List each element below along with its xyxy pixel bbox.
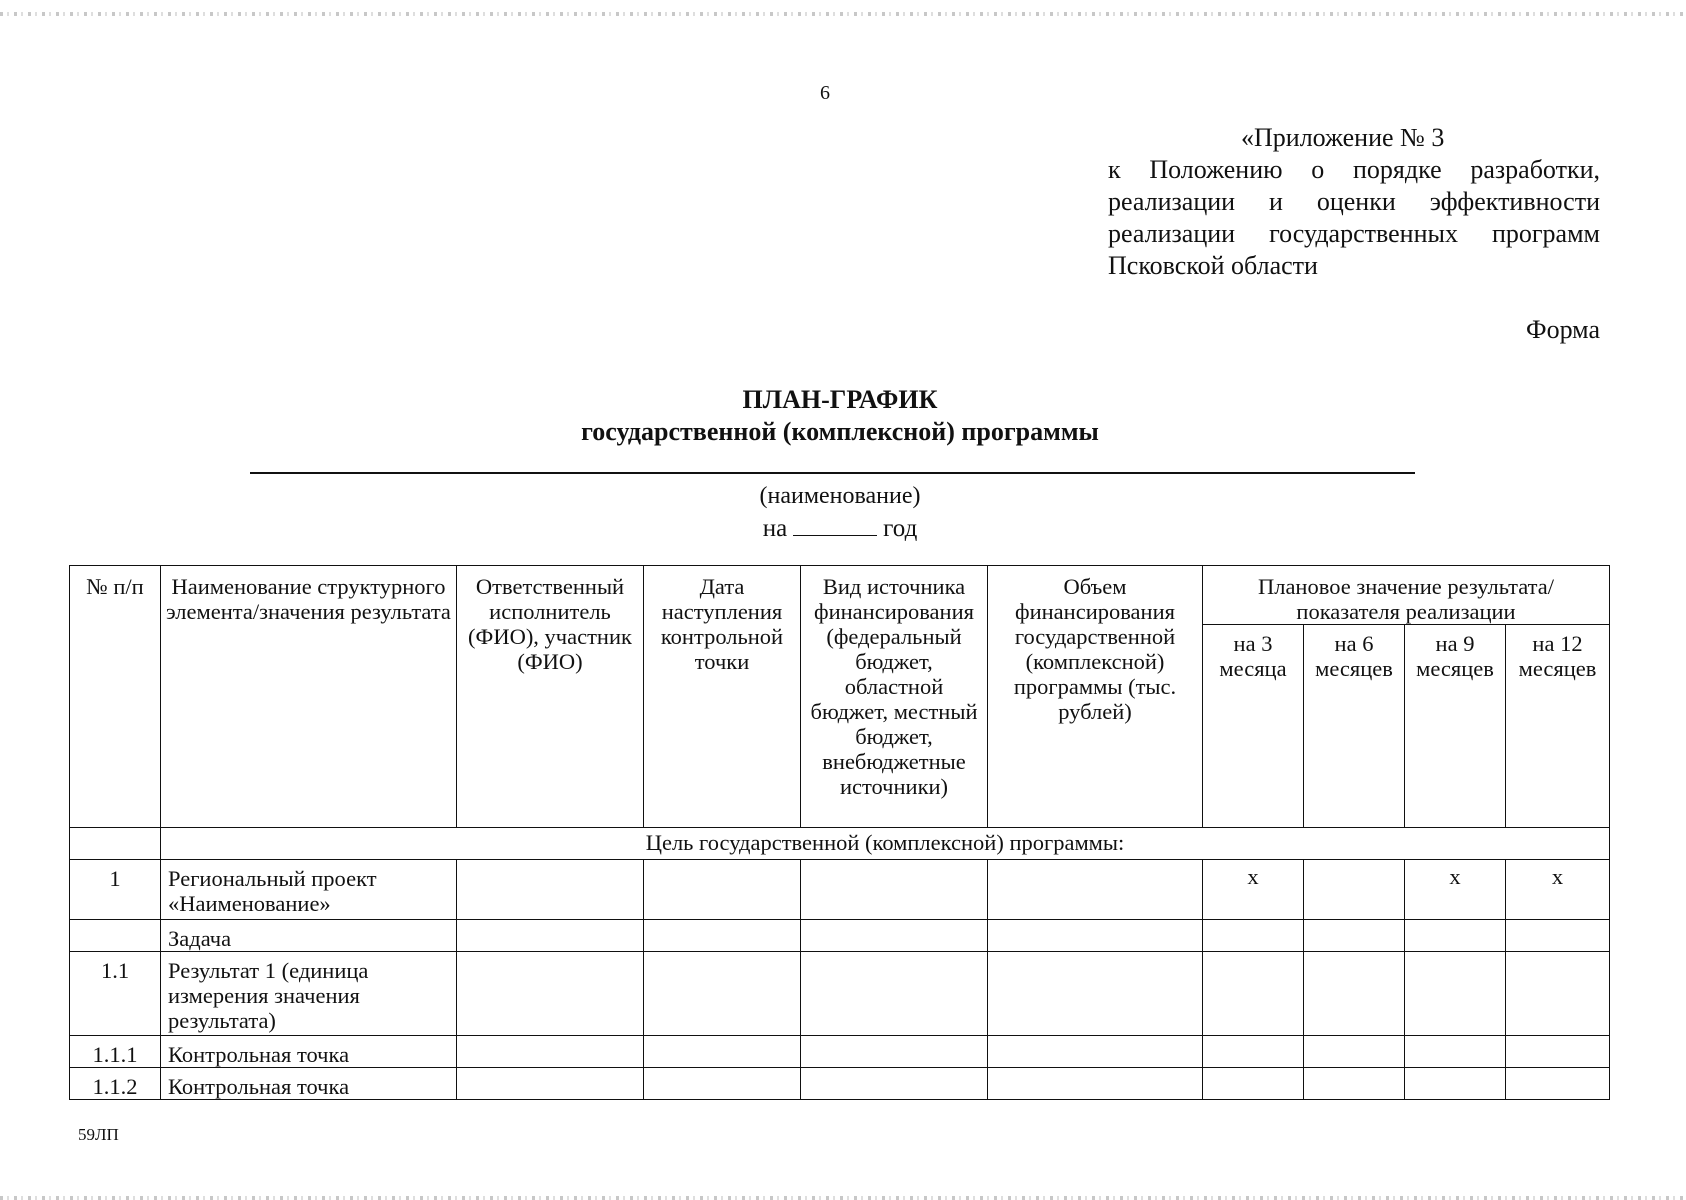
row-source [801, 920, 988, 952]
row-m6 [1304, 920, 1405, 952]
row-source [801, 860, 988, 920]
header-m6: на 6 месяцев [1304, 625, 1405, 828]
row-name: Региональный проект «Наименование» [161, 860, 457, 920]
row-m12 [1506, 1036, 1610, 1068]
year-suffix: год [883, 515, 918, 542]
row-num: 1.1.1 [70, 1036, 161, 1068]
row-name: Результат 1 (единица измерения значения результата) [161, 952, 457, 1036]
row-volume [988, 920, 1203, 952]
row-m12: x [1506, 860, 1610, 920]
title-line-1: ПЛАН-ГРАФИК [742, 385, 938, 414]
row-responsible [457, 920, 644, 952]
plan-schedule-table [69, 565, 1610, 1100]
row-date [644, 860, 801, 920]
scan-edge-top [0, 12, 1686, 16]
row-name: Задача [161, 920, 457, 952]
document-title [340, 384, 1340, 448]
row-name: Контрольная точка [161, 1068, 457, 1100]
row-m12 [1506, 920, 1610, 952]
row-m3 [1203, 920, 1304, 952]
header-m12: на 12 месяцев [1506, 625, 1610, 828]
header-m3: на 3 месяца [1203, 625, 1304, 828]
goal-text: Цель государственной (комплексной) программы: [161, 828, 1610, 860]
row-m9 [1405, 952, 1506, 1036]
row-volume [988, 860, 1203, 920]
name-caption: (наименование) [759, 483, 921, 509]
goal-num-cell [70, 828, 161, 860]
row-m6 [1304, 1068, 1405, 1100]
scan-edge-bottom [0, 1196, 1686, 1200]
appendix-block [1108, 122, 1600, 282]
row-volume [988, 952, 1203, 1036]
row-m6 [1304, 1036, 1405, 1068]
header-planned: Плановое значение результата/показателя реализации [1203, 566, 1610, 625]
row-name: Контрольная точка [161, 1036, 457, 1068]
form-label: Форма [1526, 315, 1600, 344]
header-row [70, 566, 1610, 625]
year-prefix: на [762, 515, 788, 542]
row-m3: x [1203, 860, 1304, 920]
header-responsible: Ответственный исполнитель (ФИО), участник (ФИО) [457, 566, 644, 828]
table-row [70, 860, 1610, 920]
row-m12 [1506, 1068, 1610, 1100]
year-blank [793, 513, 877, 536]
row-volume [988, 1036, 1203, 1068]
header-volume: Объем финансирования государственной (комплексной) программы (тыс. рублей) [988, 566, 1203, 828]
row-responsible [457, 952, 644, 1036]
row-num: 1.1.2 [70, 1068, 161, 1100]
appendix-title: «Приложение № 3 [1241, 123, 1445, 152]
row-m6 [1304, 952, 1405, 1036]
row-m3 [1203, 1036, 1304, 1068]
row-date [644, 1068, 801, 1100]
row-responsible [457, 1068, 644, 1100]
row-m3 [1203, 1068, 1304, 1100]
goal-row [70, 828, 1610, 860]
row-m12 [1506, 952, 1610, 1036]
row-volume [988, 1068, 1203, 1100]
row-source [801, 952, 988, 1036]
row-num: 1.1 [70, 952, 161, 1036]
header-m9: на 9 месяцев [1405, 625, 1506, 828]
row-date [644, 920, 801, 952]
header-source: Вид источника финансирования (федеральный бюджет, областной бюджет, местный бюджет, внебюджетные источники) [801, 566, 988, 828]
row-num [70, 920, 161, 952]
footer-code: 59ЛП [78, 1125, 119, 1144]
header-date: Дата наступления контрольной точки [644, 566, 801, 828]
row-m3 [1203, 952, 1304, 1036]
table-row [70, 952, 1610, 1036]
row-m9: x [1405, 860, 1506, 920]
row-source [801, 1068, 988, 1100]
row-responsible [457, 860, 644, 920]
year-line [540, 513, 1140, 543]
program-name-line [250, 472, 1415, 474]
row-responsible [457, 1036, 644, 1068]
row-num: 1 [70, 860, 161, 920]
row-m9 [1405, 1036, 1506, 1068]
row-m6 [1304, 860, 1405, 920]
row-date [644, 1036, 801, 1068]
row-m9 [1405, 1068, 1506, 1100]
table-row [70, 920, 1610, 952]
table-row [70, 1068, 1610, 1100]
table-row [70, 1036, 1610, 1068]
header-num: № п/п [70, 566, 161, 828]
row-source [801, 1036, 988, 1068]
header-name: Наименование структурного элемента/значения результата [161, 566, 457, 828]
page-number: 6 [820, 82, 830, 104]
appendix-body: к Положению о порядке разработки, реализации и оценки эффективности реализации государственных программ Псковской области [1108, 155, 1600, 280]
row-date [644, 952, 801, 1036]
title-line-2: государственной (комплексной) программы [581, 417, 1099, 446]
row-m9 [1405, 920, 1506, 952]
